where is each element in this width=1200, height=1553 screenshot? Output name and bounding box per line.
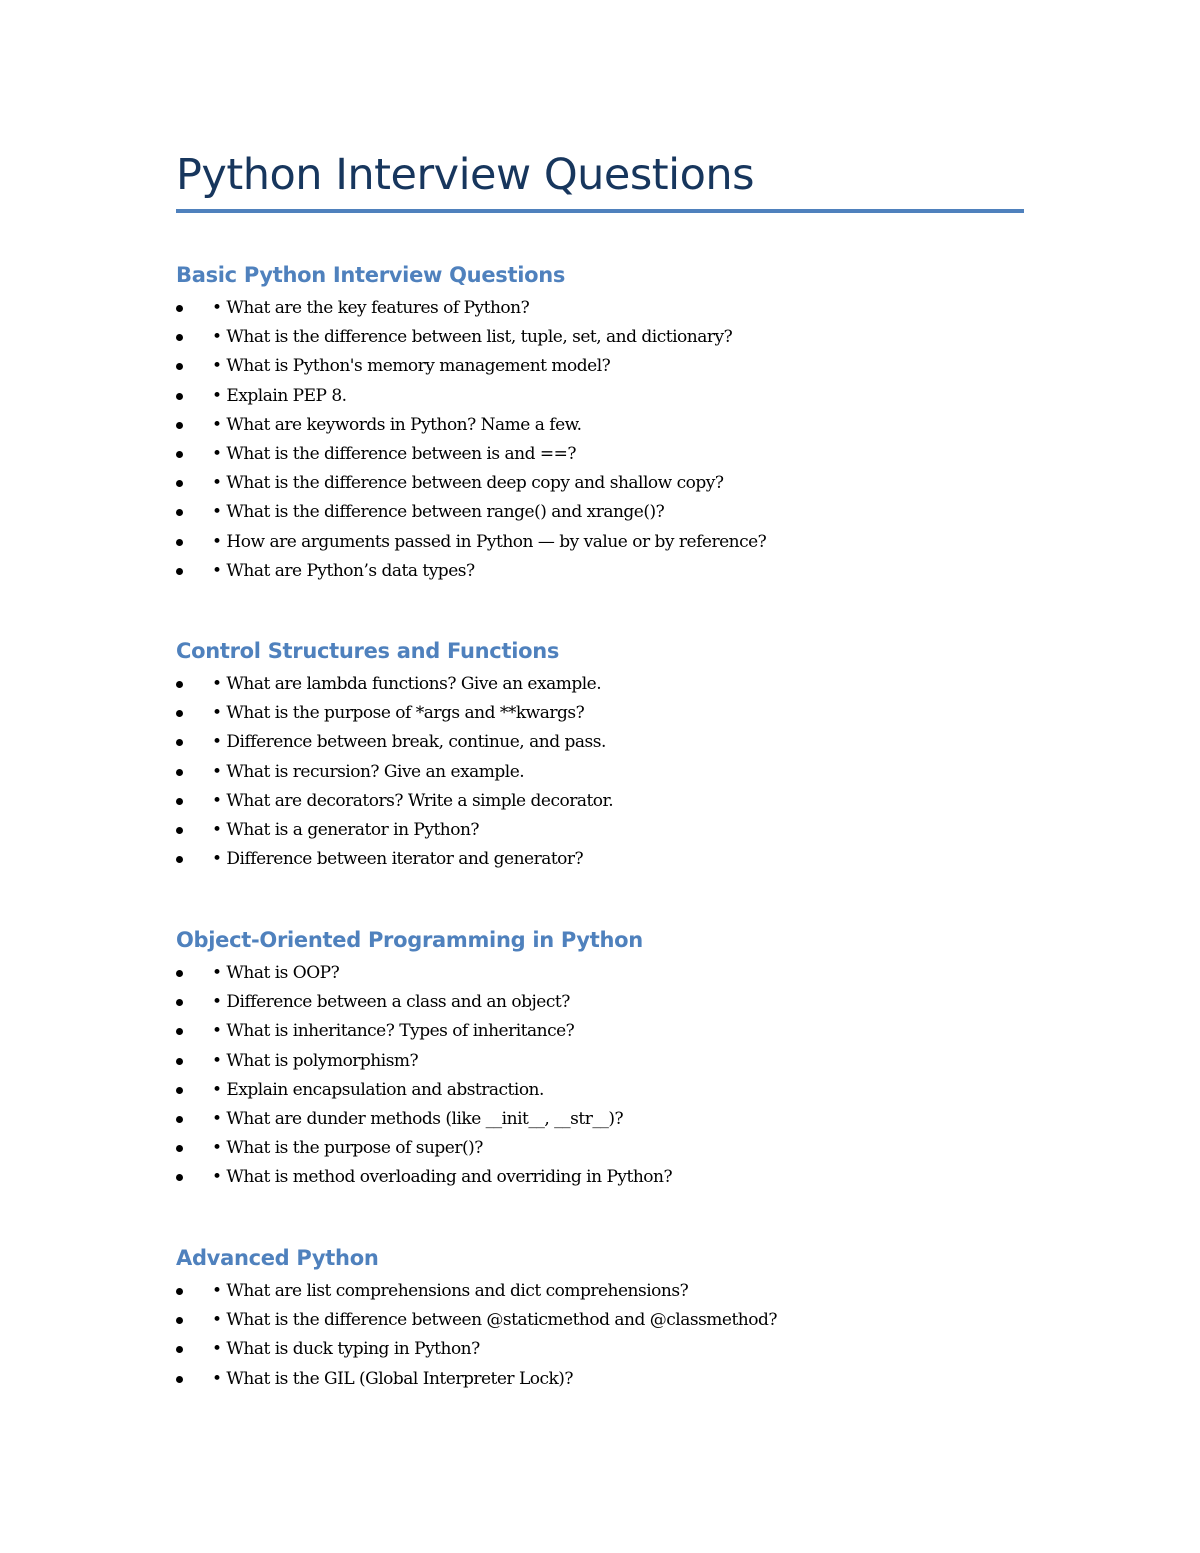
list-item: [176, 499, 1036, 528]
bullet-icon: [176, 1376, 183, 1383]
question-text: • What is the difference between range() and xrange()?: [212, 502, 665, 523]
list-item: [176, 1018, 1036, 1047]
bullet-icon: [176, 1087, 183, 1094]
section-heading: Object-Oriented Programming in Python: [176, 928, 643, 952]
question-list: [176, 295, 1036, 587]
list-item: [176, 1164, 1036, 1193]
bullet-icon: [176, 1028, 183, 1035]
question-text: • What is inheritance? Types of inheritance?: [212, 1021, 575, 1042]
question-text: • What is the difference between is and ==?: [212, 443, 576, 464]
bullet-icon: [176, 451, 183, 458]
bullet-icon: [176, 1116, 183, 1123]
bullet-icon: [176, 1317, 183, 1324]
bullet-icon: [176, 798, 183, 805]
list-item: [176, 700, 1036, 729]
bullet-icon: [176, 1346, 183, 1353]
bullet-icon: [176, 393, 183, 400]
list-item: [176, 558, 1036, 587]
question-text: • Difference between a class and an object?: [212, 992, 570, 1013]
list-item: [176, 1307, 1036, 1336]
list-item: [176, 1366, 1036, 1395]
question-text: • Explain PEP 8.: [212, 385, 347, 406]
section-advanced-python: [176, 1244, 1036, 1395]
section-oop: [176, 926, 1036, 1194]
list-item: [176, 846, 1036, 875]
question-text: • What are decorators? Write a simple decorator.: [212, 790, 614, 811]
bullet-icon: [176, 1288, 183, 1295]
question-text: • What is OOP?: [212, 963, 340, 983]
section-basic-python: [176, 261, 1036, 587]
question-text: • What are the key features of Python?: [212, 298, 530, 318]
question-text: • What are list comprehensions and dict comprehensions?: [212, 1281, 689, 1301]
list-item: [176, 324, 1036, 353]
list-item: [176, 1135, 1036, 1164]
list-item: [176, 817, 1036, 846]
question-text: • What is polymorphism?: [212, 1050, 419, 1071]
list-item: [176, 295, 1036, 324]
list-item: [176, 989, 1036, 1018]
section-control-structures: [176, 637, 1036, 875]
question-text: • What is the purpose of *args and **kwargs?: [212, 703, 585, 724]
question-text: • What is a generator in Python?: [212, 819, 480, 840]
list-item: [176, 1106, 1036, 1135]
bullet-icon: [176, 480, 183, 487]
question-text: • What are lambda functions? Give an example.: [212, 674, 602, 694]
bullet-icon: [176, 739, 183, 746]
bullet-icon: [176, 422, 183, 429]
question-text: • Difference between iterator and generator?: [212, 849, 584, 870]
question-text: • What is recursion? Give an example.: [212, 761, 525, 782]
bullet-icon: [176, 827, 183, 834]
question-list: [176, 960, 1036, 1194]
bullet-icon: [176, 710, 183, 717]
question-text: • What is method overloading and overriding in Python?: [212, 1167, 673, 1188]
bullet-icon: [176, 1145, 183, 1152]
bullet-icon: [176, 509, 183, 516]
bullet-icon: [176, 1058, 183, 1065]
list-item: [176, 383, 1036, 412]
document-title: Python Interview Questions: [176, 150, 755, 200]
question-text: • Explain encapsulation and abstraction.: [212, 1079, 544, 1100]
question-text: • What is the GIL (Global Interpreter Lock)?: [212, 1368, 574, 1389]
list-item: [176, 729, 1036, 758]
bullet-icon: [176, 970, 183, 977]
question-text: • What are Python’s data types?: [212, 560, 475, 581]
bullet-icon: [176, 334, 183, 341]
question-text: • How are arguments passed in Python — by value or by reference?: [212, 531, 767, 552]
bullet-icon: [176, 539, 183, 546]
list-item: [176, 1048, 1036, 1077]
section-heading: Advanced Python: [176, 1246, 379, 1270]
list-item: [176, 671, 1036, 700]
question-list: [176, 1278, 1036, 1395]
question-text: • What is the purpose of super()?: [212, 1138, 483, 1159]
list-item: [176, 788, 1036, 817]
question-text: • What is the difference between list, tuple, set, and dictionary?: [212, 327, 733, 348]
list-item: [176, 529, 1036, 558]
question-text: • What are dunder methods (like __init__, __str__)?: [212, 1108, 624, 1129]
list-item: [176, 1336, 1036, 1365]
bullet-icon: [176, 681, 183, 688]
section-heading: Control Structures and Functions: [176, 639, 560, 663]
question-text: • Difference between break, continue, and pass.: [212, 732, 606, 753]
bullet-icon: [176, 999, 183, 1006]
list-item: [176, 1077, 1036, 1106]
bullet-icon: [176, 568, 183, 575]
list-item: [176, 759, 1036, 788]
question-text: • What are keywords in Python? Name a few.: [212, 414, 582, 435]
section-heading: Basic Python Interview Questions: [176, 263, 566, 287]
question-text: • What is the difference between deep copy and shallow copy?: [212, 473, 724, 494]
list-item: [176, 470, 1036, 499]
bullet-icon: [176, 305, 183, 312]
bullet-icon: [176, 363, 183, 370]
question-text: • What is duck typing in Python?: [212, 1339, 480, 1360]
question-text: • What is the difference between @staticmethod and @classmethod?: [212, 1310, 777, 1331]
question-list: [176, 671, 1036, 875]
list-item: [176, 353, 1036, 382]
title-underline: [176, 209, 1024, 213]
bullet-icon: [176, 1174, 183, 1181]
bullet-icon: [176, 769, 183, 776]
bullet-icon: [176, 856, 183, 863]
list-item: [176, 1278, 1036, 1307]
list-item: [176, 960, 1036, 989]
list-item: [176, 412, 1036, 441]
list-item: [176, 441, 1036, 470]
question-text: • What is Python's memory management model?: [212, 356, 611, 377]
